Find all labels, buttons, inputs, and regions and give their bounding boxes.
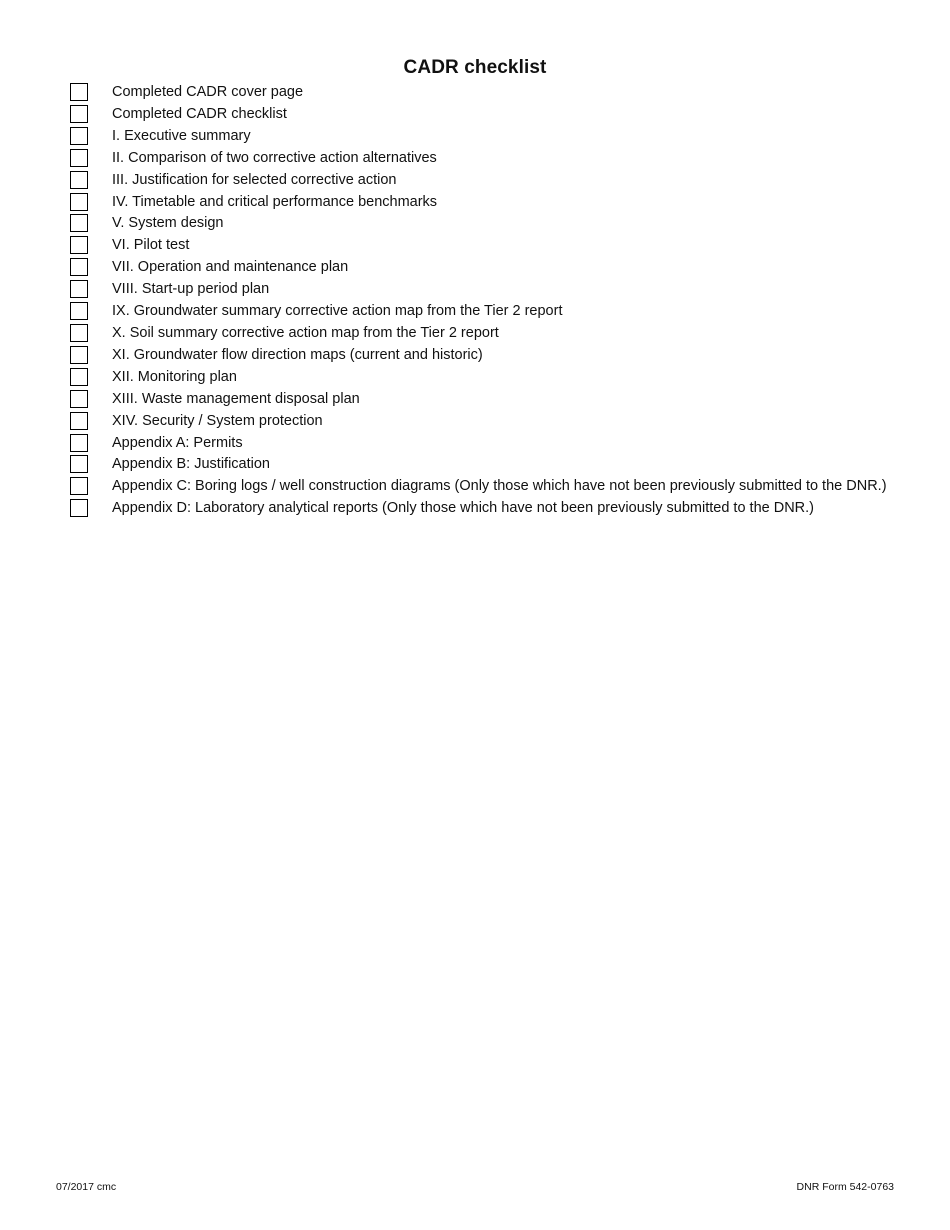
checkbox[interactable] <box>70 214 88 232</box>
checkbox[interactable] <box>70 412 88 430</box>
checkbox[interactable] <box>70 127 88 145</box>
checkbox[interactable] <box>70 434 88 452</box>
checklist-item-label: Completed CADR checklist <box>112 105 287 122</box>
checklist-item-label: V. System design <box>112 215 224 232</box>
checkbox[interactable] <box>70 193 88 211</box>
checklist-item-label: X. Soil summary corrective action map from the Tier 2 report <box>112 324 499 341</box>
checklist-item <box>70 344 900 366</box>
checklist-item <box>70 366 900 388</box>
checklist-item <box>70 388 900 410</box>
checkbox[interactable] <box>70 105 88 123</box>
page-title: CADR checklist <box>403 57 547 78</box>
checkbox[interactable] <box>70 280 88 298</box>
checklist-item <box>70 278 900 300</box>
checklist-item <box>70 256 900 278</box>
checklist-item <box>70 191 900 213</box>
checkbox[interactable] <box>70 236 88 254</box>
checklist-item <box>70 497 900 519</box>
checkbox[interactable] <box>70 149 88 167</box>
checklist <box>70 81 900 519</box>
checklist-item <box>70 234 900 256</box>
checklist-item-label: XI. Groundwater flow direction maps (current and historic) <box>112 346 483 363</box>
checklist-item-label: VI. Pilot test <box>112 237 190 254</box>
checklist-item <box>70 81 900 103</box>
checklist-item-label: Appendix C: Boring logs / well construction diagrams (Only those which have not been previously submitted to the DNR.) <box>112 478 887 495</box>
checklist-item-label: I. Executive summary <box>112 127 251 144</box>
footer-revision-date: 07/2017 cmc <box>56 1181 117 1193</box>
checklist-item <box>70 322 900 344</box>
checklist-item-label: IV. Timetable and critical performance benchmarks <box>112 193 438 210</box>
checkbox[interactable] <box>70 171 88 189</box>
checkbox[interactable] <box>70 302 88 320</box>
checklist-item-label: Appendix A: Permits <box>112 434 243 451</box>
checklist-item <box>70 475 900 497</box>
checklist-item-label: II. Comparison of two corrective action alternatives <box>112 149 437 166</box>
checklist-item-label: IX. Groundwater summary corrective action map from the Tier 2 report <box>112 303 563 320</box>
checklist-item <box>70 432 900 454</box>
checklist-item-label: XIV. Security / System protection <box>112 412 323 429</box>
checklist-item-label: VIII. Start-up period plan <box>112 281 270 298</box>
checklist-item-label: Appendix D: Laboratory analytical reports (Only those which have not been previously submitted to the DNR.) <box>112 500 814 517</box>
checklist-item <box>70 453 900 475</box>
checklist-item-label: XIII. Waste management disposal plan <box>112 390 360 407</box>
checkbox[interactable] <box>70 368 88 386</box>
checkbox[interactable] <box>70 258 88 276</box>
checklist-item-label: XII. Monitoring plan <box>112 368 237 385</box>
checkbox[interactable] <box>70 324 88 342</box>
checklist-item <box>70 169 900 191</box>
checklist-item <box>70 212 900 234</box>
checklist-item-label: Appendix B: Justification <box>112 456 270 473</box>
checkbox[interactable] <box>70 455 88 473</box>
checklist-item <box>70 300 900 322</box>
checklist-item-label: Completed CADR cover page <box>112 84 304 100</box>
checklist-item-label: III. Justification for selected corrective action <box>112 171 397 188</box>
checkbox[interactable] <box>70 390 88 408</box>
checklist-item <box>70 410 900 432</box>
checklist-item-label: VII. Operation and maintenance plan <box>112 259 349 276</box>
checklist-item <box>70 103 900 125</box>
footer-form-number: DNR Form 542-0763 <box>796 1181 894 1193</box>
checkbox[interactable] <box>70 346 88 364</box>
checkbox[interactable] <box>70 477 88 495</box>
checklist-item <box>70 147 900 169</box>
checkbox[interactable] <box>70 83 88 101</box>
checklist-item <box>70 125 900 147</box>
checkbox[interactable] <box>70 499 88 517</box>
